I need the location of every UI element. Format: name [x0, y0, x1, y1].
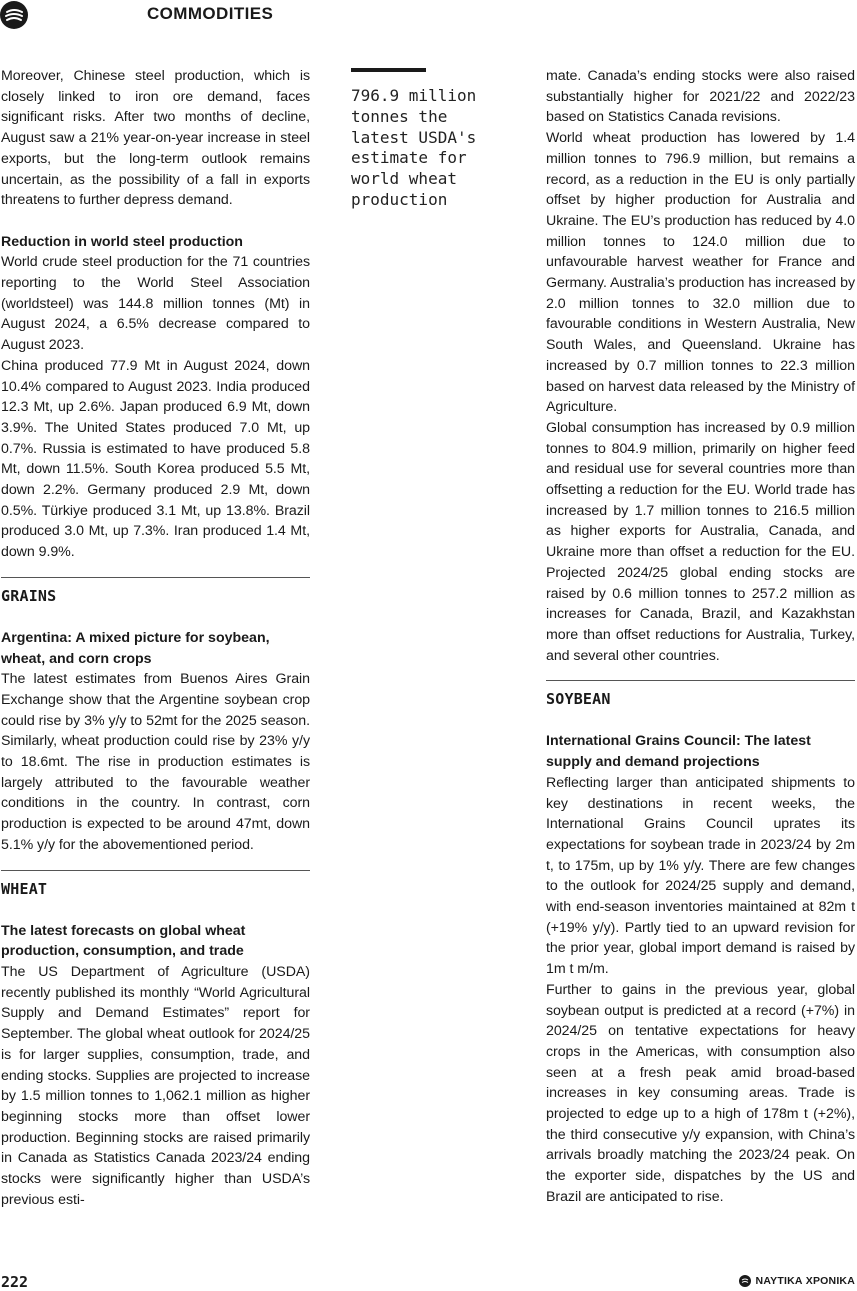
- wheat-section-label: WHEAT: [1, 879, 48, 898]
- section-divider: [1, 870, 310, 871]
- soybean-section-label: SOYBEAN: [546, 690, 611, 709]
- soybean-heading: International Grains Council: The latest supply and demand projections: [546, 733, 811, 771]
- left-column: [1, 66, 310, 1210]
- page-number: 222: [1, 1273, 29, 1291]
- pull-quote-column: [351, 66, 486, 211]
- intro-paragraph: Moreover, Chinese steel production, which is closely linked to iron ore demand, faces significant risks. After two months of decline, August saw a 21% year-on-year increase in steel exports, but the long-term outlook remains uncertain, as the possibility of a fall in exports threatens to further depress demand.: [1, 68, 310, 209]
- grains-heading: Argentina: A mixed picture for soybean, wheat, and corn crops: [1, 629, 270, 667]
- steel-heading: Reduction in world steel production: [1, 233, 243, 250]
- wheat-paragraph-2: World wheat production has lowered by 1.4 million tonnes to 796.9 million, but remains a record, as a reduction in the EU is only partially offset by higher production for Australia and Ukraine. The EU’s production has reduced by 4.0 million tonnes to 124.0 million due to unfavourable harvest weather for France and Germany. Australia’s production has increased by 2.0 million tonnes to 32.0 million due to favourable conditions in Western Australia, New South Wales, and Queensland. Ukraine has increased by 0.7 million tonnes to 22.3 million based on harvest data released by the Ministry of Agriculture.: [546, 130, 855, 416]
- wheat-paragraph-continued: mate. Canada’s ending stocks were also raised substantially higher for 2021/22 and 2022/23 based on Statistics Canada revisions.: [546, 68, 855, 126]
- soybean-paragraph-1: Reflecting larger than anticipated shipments to key destinations in recent weeks, the International Grains Council uprates its expectations for soybean trade in 2023/24 by 2m t, to 175m, up by 1% y/y. There are few changes to the outlook for 2024/25 supply and demand, with end-season inventories maintained at 82m t (+19% y/y). Partly tied to an upward revision for the prior year, global import demand is raised by 1m t m/m.: [546, 774, 855, 978]
- footer-brand: [739, 1275, 855, 1287]
- publication-logo-icon: [0, 1, 28, 29]
- page-header: [0, 0, 857, 30]
- section-divider: [1, 577, 310, 578]
- wheat-paragraph-1: The US Department of Agriculture (USDA) recently published its monthly “World Agricultural Supply and Demand Estimates” report for September. The global wheat outlook for 2024/25 is for larger supplies, consumption, trade, and ending stocks. Supplies are projected to increase by 1.5 million tonnes to 1,062.1 million as higher beginning stocks more than offset lower production. Beginning stocks are raised primarily in Canada as Statistics Canada 2023/24 ending stocks were significantly higher than USDA’s previous esti-: [1, 964, 310, 1208]
- grains-section-label: GRAINS: [1, 586, 57, 605]
- pull-quote: 796.9 million tonnes the latest USDA's estimate for world wheat production: [351, 86, 477, 209]
- soybean-paragraph-2: Further to gains in the previous year, global soybean output is predicted at a record (+7%) in 2024/25 on tentative expectations for heavy crops in the Americas, with consumption also seen at a fresh peak amid broad-based increases in key consuming areas. Trade is projected to edge up to a high of 178m t (+2%), the third consecutive y/y expansion, with China’s arrivals broadly matching the 2023/24 peak. On the exporter side, dispatches by the US and Brazil are anticipated to rise.: [546, 981, 855, 1205]
- steel-paragraph-2: China produced 77.9 Mt in August 2024, down 10.4% compared to August 2023. India produced 12.3 Mt, up 2.6%. Japan produced 6.9 Mt, down 3.9%. The United States produced 7.0 Mt, up 0.7%. Russia is estimated to have produced 5.8 Mt, down 11.5%. South Korea produced 5.5 Mt, down 2.2%. Germany produced 2.9 Mt, down 0.5%. Türkiye produced 3.1 Mt, up 13.8%. Brazil produced 3.0 Mt, up 7.3%. Iran produced 1.4 Mt, down 9.9%.: [1, 357, 310, 561]
- wheat-heading: The latest forecasts on global wheat production, consumption, and trade: [1, 922, 246, 960]
- right-column: [546, 66, 855, 1208]
- brand-logo-icon: [739, 1275, 751, 1287]
- grains-paragraph: The latest estimates from Buenos Aires Grain Exchange show that the Argentine soybean crop could rise by 3% y/y to 52mt for the 2025 season. Similarly, wheat production could rise by 23% y/y to 18.6mt. The rise in production estimates is largely attributed to the favourable weather conditions in the country. In contrast, corn production is expected to be around 47mt, down 5.1% y/y for the abovementioned period.: [1, 671, 310, 853]
- brand-name: ΝΑΥΤΙΚΑ ΧΡΟΝΙΚΑ: [755, 1275, 855, 1287]
- section-divider: [546, 680, 855, 681]
- wheat-paragraph-3: Global consumption has increased by 0.9 million tonnes to 804.9 million, primarily on higher feed and residual use for several countries more than offsetting a reduction for the EU. World trade has increased by 1.7 million tonnes to 216.5 million as higher exports for Australia, Canada, and Ukraine more than offset a reduction for the EU. Projected 2024/25 global ending stocks are raised by 0.6 million tonnes to 257.2 million as increases for Canada, Brazil, and Kazakhstan more than offset reductions for Australia, Turkey, and several other countries.: [546, 419, 855, 664]
- section-title: COMMODITIES: [147, 4, 274, 23]
- quote-bar: [351, 68, 426, 72]
- steel-paragraph-1: World crude steel production for the 71 countries reporting to the World Steel Association (worldsteel) was 144.8 million tonnes (Mt) in August 2024, a 6.5% decrease compared to August 2023.: [1, 254, 310, 354]
